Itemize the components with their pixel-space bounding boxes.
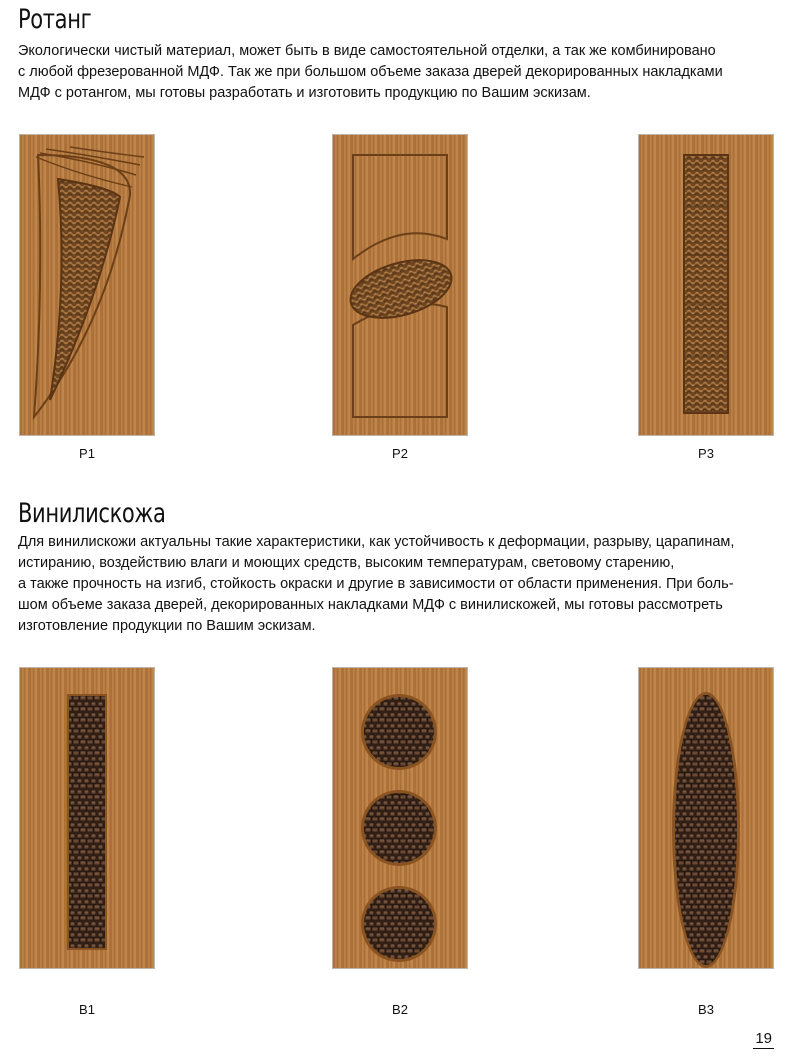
door-p1-image xyxy=(20,135,154,435)
door-p2-image xyxy=(333,135,467,435)
vinyl-description xyxy=(18,532,790,637)
door-b2-label: В2 xyxy=(392,1002,408,1017)
vinyl-description-line: шом объеме заказа дверей, декорированных накладками МДФ с винилискожей, мы готовы рассмотреть xyxy=(18,597,723,613)
vinyl-title: Винилискожа xyxy=(18,498,166,529)
page-number: 19 xyxy=(755,1030,772,1047)
rattan-title: Ротанг xyxy=(18,4,92,35)
door-p3-label: Р3 xyxy=(698,446,714,461)
rattan-description xyxy=(18,41,790,104)
door-b2-image xyxy=(333,668,467,968)
door-p1-label: Р1 xyxy=(79,446,95,461)
door-b3-label: В3 xyxy=(698,1002,714,1017)
rattan-description-line: Экологически чистый материал, может быть в виде самостоятельной отделки, а так же комбинировано xyxy=(18,43,716,59)
vinyl-description-line: Для винилискожи актуальны такие характеристики, как устойчивость к деформации, разрыву, царапинам, xyxy=(18,534,735,550)
door-b1-label: В1 xyxy=(79,1002,95,1017)
vinyl-description-line: истиранию, воздействию влаги и моющих средств, высоким температурам, световому старению, xyxy=(18,555,675,571)
door-b1-image xyxy=(20,668,154,968)
rattan-description-line: МДФ с ротангом, мы готовы разработать и изготовить продукцию по Вашим эскизам. xyxy=(18,85,591,101)
vinyl-description-line: а также прочность на изгиб, стойкость окраски и другие в зависимости от области применения. При боль- xyxy=(18,576,734,592)
door-p3-image xyxy=(639,135,773,435)
door-b3-image xyxy=(639,668,773,968)
vinyl-description-line: изготовление продукции по Вашим эскизам. xyxy=(18,618,316,634)
door-p2-label: Р2 xyxy=(392,446,408,461)
rattan-description-line: с любой фрезерованной МДФ. Так же при большом объеме заказа дверей декорированных накладками xyxy=(18,64,723,80)
